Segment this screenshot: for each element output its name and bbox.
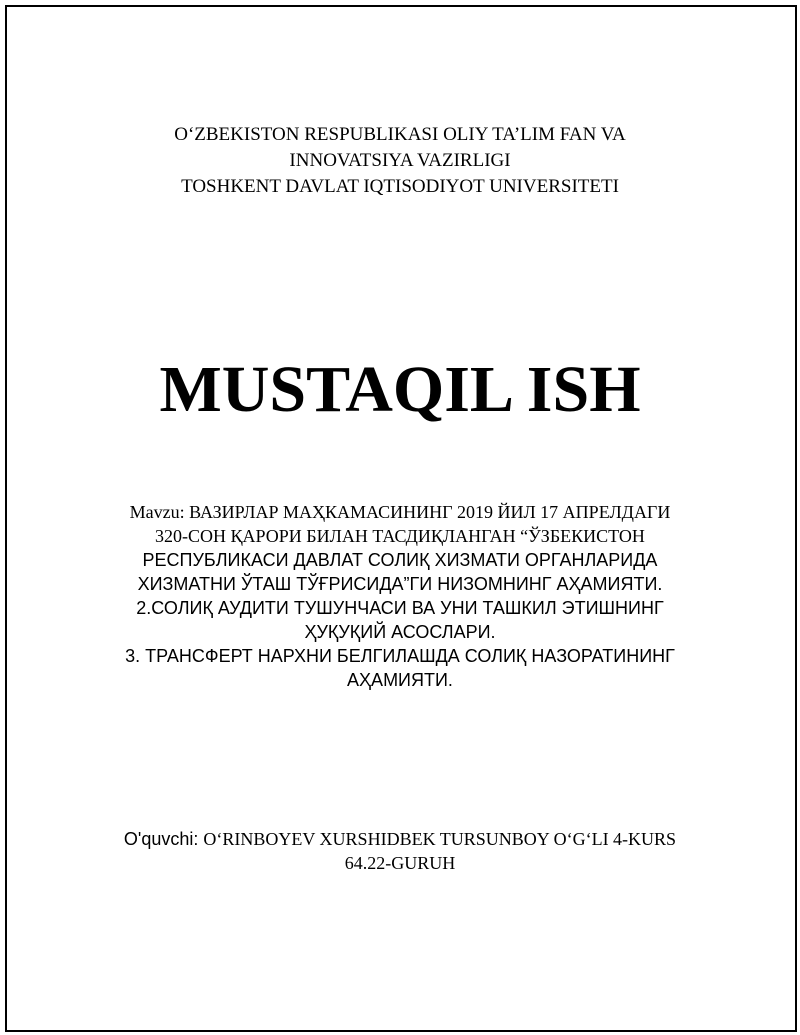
topic-line-4: ХИЗМАТНИ ЎТАШ ТЎҒРИСИДА”ГИ НИЗОМНИНГ АҲАМИЯТИ. bbox=[137, 574, 663, 594]
topic-block bbox=[0, 500, 800, 692]
topic-line-8: АҲАМИЯТИ. bbox=[347, 670, 453, 690]
document-title: MUSTAQIL ISH bbox=[159, 353, 641, 426]
student-label: O'quvchi: bbox=[123, 829, 204, 849]
topic-line-1-text: ВАЗИРЛАР МАҲКАМАСИНИНГ 2019 ЙИЛ 17 АПРЕЛДАГИ bbox=[189, 502, 671, 522]
student-group: 64.22-GURUH bbox=[344, 853, 456, 873]
topic-line-7: 3. ТРАНСФЕРТ НАРХНИ БЕЛГИЛАШДА СОЛИҚ НАЗОРАТИНИНГ bbox=[125, 646, 675, 666]
student-block bbox=[0, 827, 800, 875]
topic-line-2: 320-СОН ҚАРОРИ БИЛАН ТАСДИҚЛАНГАН “ЎЗБЕКИСТОН bbox=[155, 526, 645, 546]
student-name: O‘RINBOYEV XURSHIDBEK TURSUNBOY O‘G‘LI 4-KURS bbox=[203, 829, 677, 849]
topic-line-3: РЕСПУБЛИКАСИ ДАВЛАТ СОЛИҚ ХИЗМАТИ ОРГАНЛАРИДА bbox=[142, 550, 658, 570]
topic-line-6: ҲУҚУҚИЙ АСОСЛАРИ. bbox=[304, 622, 496, 642]
topic-line-1 bbox=[0, 500, 800, 524]
topic-line-5: 2.СОЛИҚ АУДИТИ ТУШУНЧАСИ ВА УНИ ТАШКИЛ ЭТИШНИНГ bbox=[136, 598, 664, 618]
topic-prefix: Mavzu: bbox=[129, 502, 190, 522]
ministry-header bbox=[0, 122, 800, 200]
header-line-3: TOSHKENT DAVLAT IQTISODIYOT UNIVERSITETI bbox=[181, 176, 619, 197]
header-line-1: O‘ZBEKISTON RESPUBLIKASI OLIY TA’LIM FAN VA bbox=[174, 124, 626, 145]
header-line-2: INNOVATSIYA VAZIRLIGI bbox=[289, 150, 511, 171]
student-line bbox=[0, 827, 800, 851]
